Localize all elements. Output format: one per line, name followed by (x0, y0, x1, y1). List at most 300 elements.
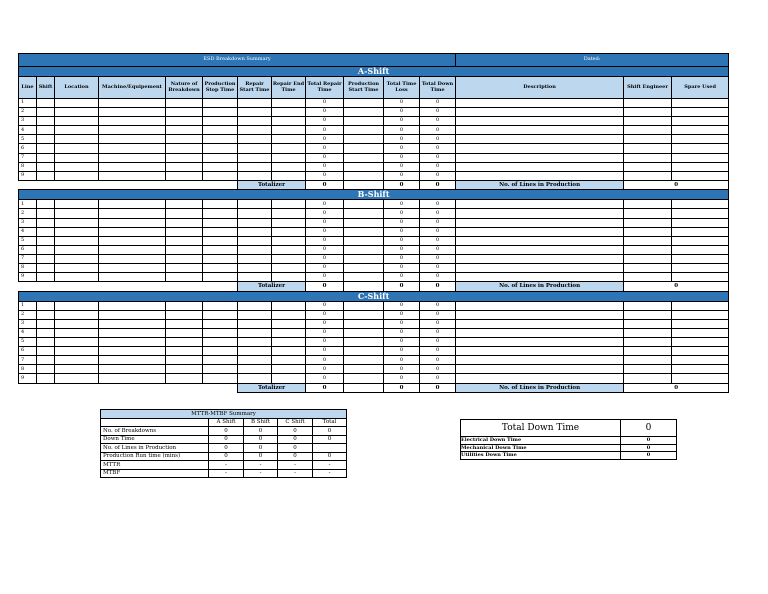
input-cell[interactable] (624, 126, 672, 135)
input-cell[interactable] (166, 338, 203, 347)
input-cell[interactable] (203, 135, 238, 144)
input-cell[interactable] (99, 236, 166, 245)
input-cell[interactable] (344, 347, 384, 356)
input-cell[interactable] (672, 310, 729, 319)
input-cell[interactable] (166, 200, 203, 209)
input-cell[interactable] (37, 338, 55, 347)
input-cell[interactable] (55, 108, 99, 117)
input-cell[interactable] (624, 209, 672, 218)
input-cell[interactable] (344, 126, 384, 135)
input-cell[interactable] (672, 356, 729, 365)
input-cell[interactable] (37, 301, 55, 310)
input-cell[interactable] (238, 117, 272, 126)
input-cell[interactable] (37, 236, 55, 245)
input-cell[interactable] (203, 117, 238, 126)
input-cell[interactable] (672, 264, 729, 273)
input-cell[interactable] (456, 347, 624, 356)
input-cell[interactable] (238, 135, 272, 144)
input-cell[interactable] (272, 310, 306, 319)
input-cell[interactable] (272, 273, 306, 282)
input-cell[interactable] (55, 347, 99, 356)
input-cell[interactable] (672, 301, 729, 310)
input-cell[interactable] (166, 347, 203, 356)
input-cell[interactable] (672, 245, 729, 254)
input-cell[interactable] (203, 99, 238, 108)
input-cell[interactable] (166, 264, 203, 273)
input-cell[interactable] (456, 117, 624, 126)
input-cell[interactable] (456, 254, 624, 263)
input-cell[interactable] (272, 338, 306, 347)
input-cell[interactable] (203, 301, 238, 310)
input-cell[interactable] (37, 108, 55, 117)
input-cell[interactable] (166, 301, 203, 310)
input-cell[interactable] (456, 365, 624, 374)
input-cell[interactable] (99, 209, 166, 218)
input-cell[interactable] (166, 153, 203, 162)
input-cell[interactable] (37, 328, 55, 337)
input-cell[interactable] (238, 227, 272, 236)
input-cell[interactable] (99, 356, 166, 365)
input-cell[interactable] (238, 171, 272, 180)
input-cell[interactable] (272, 245, 306, 254)
input-cell[interactable] (203, 153, 238, 162)
input-cell[interactable] (344, 245, 384, 254)
input-cell[interactable] (203, 273, 238, 282)
input-cell[interactable] (456, 135, 624, 144)
input-cell[interactable] (99, 200, 166, 209)
input-cell[interactable] (203, 218, 238, 227)
input-cell[interactable] (456, 236, 624, 245)
input-cell[interactable] (166, 365, 203, 374)
input-cell[interactable] (99, 338, 166, 347)
input-cell[interactable] (99, 365, 166, 374)
input-cell[interactable] (456, 99, 624, 108)
input-cell[interactable] (456, 264, 624, 273)
input-cell[interactable] (672, 126, 729, 135)
input-cell[interactable] (672, 273, 729, 282)
input-cell[interactable] (203, 319, 238, 328)
input-cell[interactable] (272, 171, 306, 180)
input-cell[interactable] (55, 273, 99, 282)
input-cell[interactable] (166, 99, 203, 108)
input-cell[interactable] (37, 144, 55, 153)
input-cell[interactable] (238, 301, 272, 310)
input-cell[interactable] (203, 126, 238, 135)
input-cell[interactable] (55, 319, 99, 328)
input-cell[interactable] (99, 227, 166, 236)
input-cell[interactable] (99, 162, 166, 171)
input-cell[interactable] (624, 374, 672, 383)
input-cell[interactable] (624, 135, 672, 144)
input-cell[interactable] (55, 310, 99, 319)
input-cell[interactable] (238, 374, 272, 383)
input-cell[interactable] (272, 162, 306, 171)
input-cell[interactable] (55, 153, 99, 162)
input-cell[interactable] (37, 135, 55, 144)
input-cell[interactable] (37, 365, 55, 374)
input-cell[interactable] (203, 347, 238, 356)
input-cell[interactable] (166, 171, 203, 180)
input-cell[interactable] (672, 209, 729, 218)
input-cell[interactable] (456, 153, 624, 162)
input-cell[interactable] (456, 200, 624, 209)
input-cell[interactable] (272, 99, 306, 108)
input-cell[interactable] (344, 374, 384, 383)
input-cell[interactable] (55, 126, 99, 135)
input-cell[interactable] (272, 153, 306, 162)
input-cell[interactable] (272, 135, 306, 144)
input-cell[interactable] (55, 365, 99, 374)
input-cell[interactable] (344, 135, 384, 144)
input-cell[interactable] (99, 135, 166, 144)
input-cell[interactable] (99, 144, 166, 153)
input-cell[interactable] (672, 227, 729, 236)
input-cell[interactable] (203, 200, 238, 209)
input-cell[interactable] (166, 374, 203, 383)
input-cell[interactable] (344, 218, 384, 227)
input-cell[interactable] (99, 108, 166, 117)
input-cell[interactable] (624, 365, 672, 374)
total-repair-time-cell: 0 (306, 218, 344, 227)
input-cell[interactable] (37, 310, 55, 319)
input-cell[interactable] (624, 153, 672, 162)
input-cell[interactable] (624, 319, 672, 328)
input-cell[interactable] (238, 245, 272, 254)
input-cell[interactable] (672, 236, 729, 245)
input-cell[interactable] (624, 310, 672, 319)
input-cell[interactable] (672, 108, 729, 117)
input-cell[interactable] (344, 356, 384, 365)
input-cell[interactable] (272, 117, 306, 126)
input-cell[interactable] (456, 338, 624, 347)
input-cell[interactable] (624, 108, 672, 117)
input-cell[interactable] (166, 218, 203, 227)
input-cell[interactable] (166, 236, 203, 245)
input-cell[interactable] (672, 374, 729, 383)
input-cell[interactable] (99, 319, 166, 328)
input-cell[interactable] (55, 200, 99, 209)
input-cell[interactable] (272, 200, 306, 209)
input-cell[interactable] (37, 254, 55, 263)
input-cell[interactable] (672, 144, 729, 153)
input-cell[interactable] (37, 218, 55, 227)
input-cell[interactable] (672, 171, 729, 180)
input-cell[interactable] (344, 153, 384, 162)
input-cell[interactable] (203, 264, 238, 273)
input-cell[interactable] (238, 126, 272, 135)
input-cell[interactable] (166, 144, 203, 153)
input-cell[interactable] (99, 301, 166, 310)
input-cell[interactable] (203, 328, 238, 337)
input-cell[interactable] (99, 126, 166, 135)
input-cell[interactable] (624, 144, 672, 153)
input-cell[interactable] (238, 356, 272, 365)
input-cell[interactable] (166, 245, 203, 254)
input-cell[interactable] (456, 144, 624, 153)
input-cell[interactable] (272, 236, 306, 245)
input-cell[interactable] (166, 108, 203, 117)
input-cell[interactable] (344, 227, 384, 236)
input-cell[interactable] (55, 245, 99, 254)
input-cell[interactable] (344, 338, 384, 347)
input-cell[interactable] (37, 264, 55, 273)
input-cell[interactable] (624, 301, 672, 310)
input-cell[interactable] (37, 162, 55, 171)
input-cell[interactable] (672, 153, 729, 162)
total-down-time-cell: 0 (420, 162, 456, 171)
input-cell[interactable] (55, 135, 99, 144)
input-cell[interactable] (203, 236, 238, 245)
input-cell[interactable] (238, 236, 272, 245)
input-cell[interactable] (456, 162, 624, 171)
input-cell[interactable] (272, 301, 306, 310)
input-cell[interactable] (203, 245, 238, 254)
input-cell[interactable] (272, 365, 306, 374)
input-cell[interactable] (238, 254, 272, 263)
input-cell[interactable] (624, 356, 672, 365)
input-cell[interactable] (238, 144, 272, 153)
input-cell[interactable] (456, 209, 624, 218)
input-cell[interactable] (344, 264, 384, 273)
input-cell[interactable] (55, 264, 99, 273)
input-cell[interactable] (456, 218, 624, 227)
input-cell[interactable] (238, 273, 272, 282)
input-cell[interactable] (37, 347, 55, 356)
input-cell[interactable] (238, 319, 272, 328)
input-cell[interactable] (344, 310, 384, 319)
input-cell[interactable] (55, 162, 99, 171)
input-cell[interactable] (272, 374, 306, 383)
input-cell[interactable] (456, 171, 624, 180)
input-cell[interactable] (166, 273, 203, 282)
input-cell[interactable] (203, 365, 238, 374)
input-cell[interactable] (344, 328, 384, 337)
input-cell[interactable] (624, 328, 672, 337)
input-cell[interactable] (166, 227, 203, 236)
input-cell[interactable] (55, 374, 99, 383)
input-cell[interactable] (238, 264, 272, 273)
input-cell[interactable] (272, 347, 306, 356)
input-cell[interactable] (203, 108, 238, 117)
input-cell[interactable] (99, 171, 166, 180)
input-cell[interactable] (344, 301, 384, 310)
input-cell[interactable] (624, 162, 672, 171)
input-cell[interactable] (166, 135, 203, 144)
input-cell[interactable] (624, 338, 672, 347)
input-cell[interactable] (456, 319, 624, 328)
input-cell[interactable] (624, 245, 672, 254)
input-cell[interactable] (166, 209, 203, 218)
input-cell[interactable] (99, 99, 166, 108)
input-cell[interactable] (238, 365, 272, 374)
input-cell[interactable] (55, 209, 99, 218)
input-cell[interactable] (99, 117, 166, 126)
input-cell[interactable] (37, 99, 55, 108)
input-cell[interactable] (37, 200, 55, 209)
input-cell[interactable] (99, 218, 166, 227)
input-cell[interactable] (456, 356, 624, 365)
input-cell[interactable] (624, 273, 672, 282)
input-cell[interactable] (672, 117, 729, 126)
input-cell[interactable] (238, 162, 272, 171)
input-cell[interactable] (37, 209, 55, 218)
input-cell[interactable] (37, 117, 55, 126)
input-cell[interactable] (344, 319, 384, 328)
input-cell[interactable] (238, 310, 272, 319)
input-cell[interactable] (166, 117, 203, 126)
input-cell[interactable] (344, 108, 384, 117)
input-cell[interactable] (203, 227, 238, 236)
input-cell[interactable] (238, 218, 272, 227)
input-cell[interactable] (55, 328, 99, 337)
input-cell[interactable] (55, 117, 99, 126)
input-cell[interactable] (272, 264, 306, 273)
input-cell[interactable] (272, 356, 306, 365)
total-repair-time-cell: 0 (306, 374, 344, 383)
input-cell[interactable] (344, 209, 384, 218)
input-cell[interactable] (55, 254, 99, 263)
input-cell[interactable] (344, 99, 384, 108)
input-cell[interactable] (272, 126, 306, 135)
input-cell[interactable] (672, 319, 729, 328)
input-cell[interactable] (166, 319, 203, 328)
input-cell[interactable] (624, 218, 672, 227)
input-cell[interactable] (344, 162, 384, 171)
input-cell[interactable] (203, 310, 238, 319)
input-cell[interactable] (272, 209, 306, 218)
input-cell[interactable] (203, 162, 238, 171)
input-cell[interactable] (272, 108, 306, 117)
input-cell[interactable] (166, 254, 203, 263)
input-cell[interactable] (55, 227, 99, 236)
input-cell[interactable] (37, 126, 55, 135)
input-cell[interactable] (672, 347, 729, 356)
input-cell[interactable] (672, 200, 729, 209)
input-cell[interactable] (344, 144, 384, 153)
input-cell[interactable] (37, 273, 55, 282)
input-cell[interactable] (238, 338, 272, 347)
input-cell[interactable] (344, 200, 384, 209)
input-cell[interactable] (456, 301, 624, 310)
input-cell[interactable] (203, 356, 238, 365)
input-cell[interactable] (672, 218, 729, 227)
input-cell[interactable] (456, 227, 624, 236)
input-cell[interactable] (272, 227, 306, 236)
input-cell[interactable] (344, 254, 384, 263)
input-cell[interactable] (37, 245, 55, 254)
input-cell[interactable] (99, 374, 166, 383)
input-cell[interactable] (55, 301, 99, 310)
input-cell[interactable] (99, 273, 166, 282)
input-cell[interactable] (624, 99, 672, 108)
input-cell[interactable] (672, 135, 729, 144)
input-cell[interactable] (37, 319, 55, 328)
input-cell[interactable] (672, 328, 729, 337)
input-cell[interactable] (238, 99, 272, 108)
input-cell[interactable] (55, 338, 99, 347)
input-cell[interactable] (344, 117, 384, 126)
input-cell[interactable] (624, 200, 672, 209)
input-cell[interactable] (456, 328, 624, 337)
input-cell[interactable] (37, 153, 55, 162)
input-cell[interactable] (238, 108, 272, 117)
input-cell[interactable] (203, 374, 238, 383)
input-cell[interactable] (624, 254, 672, 263)
input-cell[interactable] (166, 162, 203, 171)
input-cell[interactable] (272, 144, 306, 153)
input-cell[interactable] (624, 264, 672, 273)
input-cell[interactable] (37, 356, 55, 365)
input-cell[interactable] (55, 99, 99, 108)
input-cell[interactable] (672, 99, 729, 108)
input-cell[interactable] (624, 171, 672, 180)
input-cell[interactable] (456, 126, 624, 135)
input-cell[interactable] (672, 254, 729, 263)
input-cell[interactable] (166, 356, 203, 365)
input-cell[interactable] (624, 347, 672, 356)
input-cell[interactable] (238, 328, 272, 337)
input-cell[interactable] (344, 171, 384, 180)
input-cell[interactable] (37, 227, 55, 236)
input-cell[interactable] (55, 171, 99, 180)
input-cell[interactable] (672, 162, 729, 171)
input-cell[interactable] (672, 365, 729, 374)
input-cell[interactable] (203, 209, 238, 218)
input-cell[interactable] (238, 153, 272, 162)
input-cell[interactable] (272, 328, 306, 337)
input-cell[interactable] (344, 236, 384, 245)
input-cell[interactable] (99, 254, 166, 263)
input-cell[interactable] (203, 171, 238, 180)
input-cell[interactable] (166, 310, 203, 319)
input-cell[interactable] (624, 117, 672, 126)
input-cell[interactable] (672, 338, 729, 347)
input-cell[interactable] (344, 365, 384, 374)
input-cell[interactable] (37, 171, 55, 180)
input-cell[interactable] (456, 374, 624, 383)
input-cell[interactable] (272, 218, 306, 227)
input-cell[interactable] (55, 144, 99, 153)
input-cell[interactable] (99, 264, 166, 273)
input-cell[interactable] (55, 236, 99, 245)
input-cell[interactable] (203, 338, 238, 347)
input-cell[interactable] (272, 254, 306, 263)
input-cell[interactable] (37, 374, 55, 383)
input-cell[interactable] (456, 273, 624, 282)
input-cell[interactable] (624, 227, 672, 236)
input-cell[interactable] (99, 328, 166, 337)
input-cell[interactable] (456, 108, 624, 117)
input-cell[interactable] (272, 319, 306, 328)
input-cell[interactable] (624, 236, 672, 245)
input-cell[interactable] (99, 347, 166, 356)
input-cell[interactable] (238, 200, 272, 209)
input-cell[interactable] (55, 356, 99, 365)
input-cell[interactable] (55, 218, 99, 227)
input-cell[interactable] (99, 245, 166, 254)
input-cell[interactable] (99, 310, 166, 319)
input-cell[interactable] (203, 254, 238, 263)
input-cell[interactable] (166, 126, 203, 135)
input-cell[interactable] (238, 209, 272, 218)
input-cell[interactable] (166, 328, 203, 337)
input-cell[interactable] (456, 245, 624, 254)
input-cell[interactable] (456, 310, 624, 319)
input-cell[interactable] (238, 347, 272, 356)
input-cell[interactable] (203, 144, 238, 153)
input-cell[interactable] (344, 273, 384, 282)
input-cell[interactable] (99, 153, 166, 162)
